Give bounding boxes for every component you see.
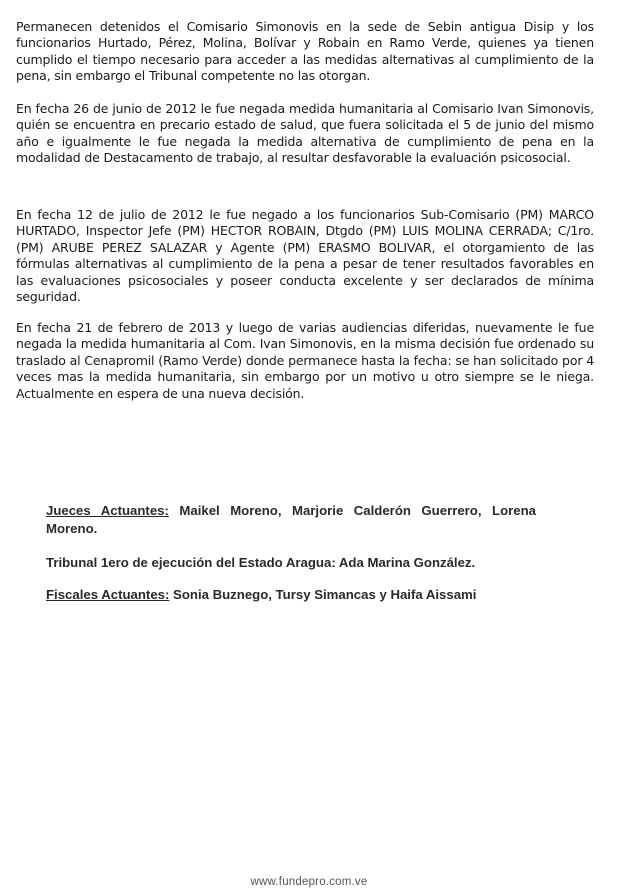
prosecutors-credit xyxy=(46,586,536,604)
prosecutors-label: Fiscales Actuantes: xyxy=(46,587,170,602)
tribunal-credit: Tribunal 1ero de ejecución del Estado Aragua: Ada Marina González. xyxy=(46,555,476,570)
footer-url: www.fundepro.com.ve xyxy=(250,876,368,888)
judges-credit xyxy=(46,502,536,538)
judges-label: Jueces Actuantes: xyxy=(46,503,169,518)
paragraph-june-2012-denial: En fecha 26 de junio de 2012 le fue negada medida humanitaria al Comisario Ivan Simonovis, quién se encuentra en precario estado de salud, que fuera solicitada el 5 de junio del mismo año e igualmente le fue negada la medida alternativa de cumplimiento de pena en la modalidad de Destacamento de trabajo, al resultar desfavorable la evaluación psicosocial. xyxy=(16,101,594,166)
paragraph-july-2012-denial: En fecha 12 de julio de 2012 le fue negado a los funcionarios Sub-Comisario (PM) MARCO HURTADO, Inspector Jefe (PM) HECTOR ROBAIN, Dtgdo (PM) LUIS MOLINA CERRADA; C/1ro. (PM) ARUBE PEREZ SALAZAR y Agente (PM) ERASMO BOLIVAR, el otorgamiento de las fórmulas alternativas al cumplimiento de la pena a pesar de tener resultados favorables en las evaluaciones psicosociales y poseer conducta excelente y ser declarados de mínima seguridad. xyxy=(16,207,594,305)
prosecutors-names: Sonia Buznego, Tursy Simancas y Haifa Aissami xyxy=(169,587,477,602)
paragraph-february-2013-denial: En fecha 21 de febrero de 2013 y luego de varias audiencias diferidas, nuevamente le fue negada la medida humanitaria al Com. Ivan Simonovis, en la misma decisión fue ordenado su traslado al Cenapromil (Ramo Verde) donde permanece hasta la fecha: se han solicitado por 4 veces mas la medida humanitaria, sin embargo por un motivo u otro siempre se le niega. Actualmente en espera de una nueva decisión. xyxy=(16,320,594,401)
judges-names: Maikel Moreno, Marjorie Calderón Guerrero, Lorena Moreno. xyxy=(46,503,536,536)
paragraph-detainees-status: Permanecen detenidos el Comisario Simonovis en la sede de Sebin antigua Disip y los funcionarios Hurtado, Pérez, Molina, Bolívar y Robain en Ramo Verde, quienes ya tienen cumplido el tiempo necesario para acceder a las medidas alternativas al cumplimiento de la pena, sin embargo el Tribunal competente no las otorgan. xyxy=(16,19,594,84)
